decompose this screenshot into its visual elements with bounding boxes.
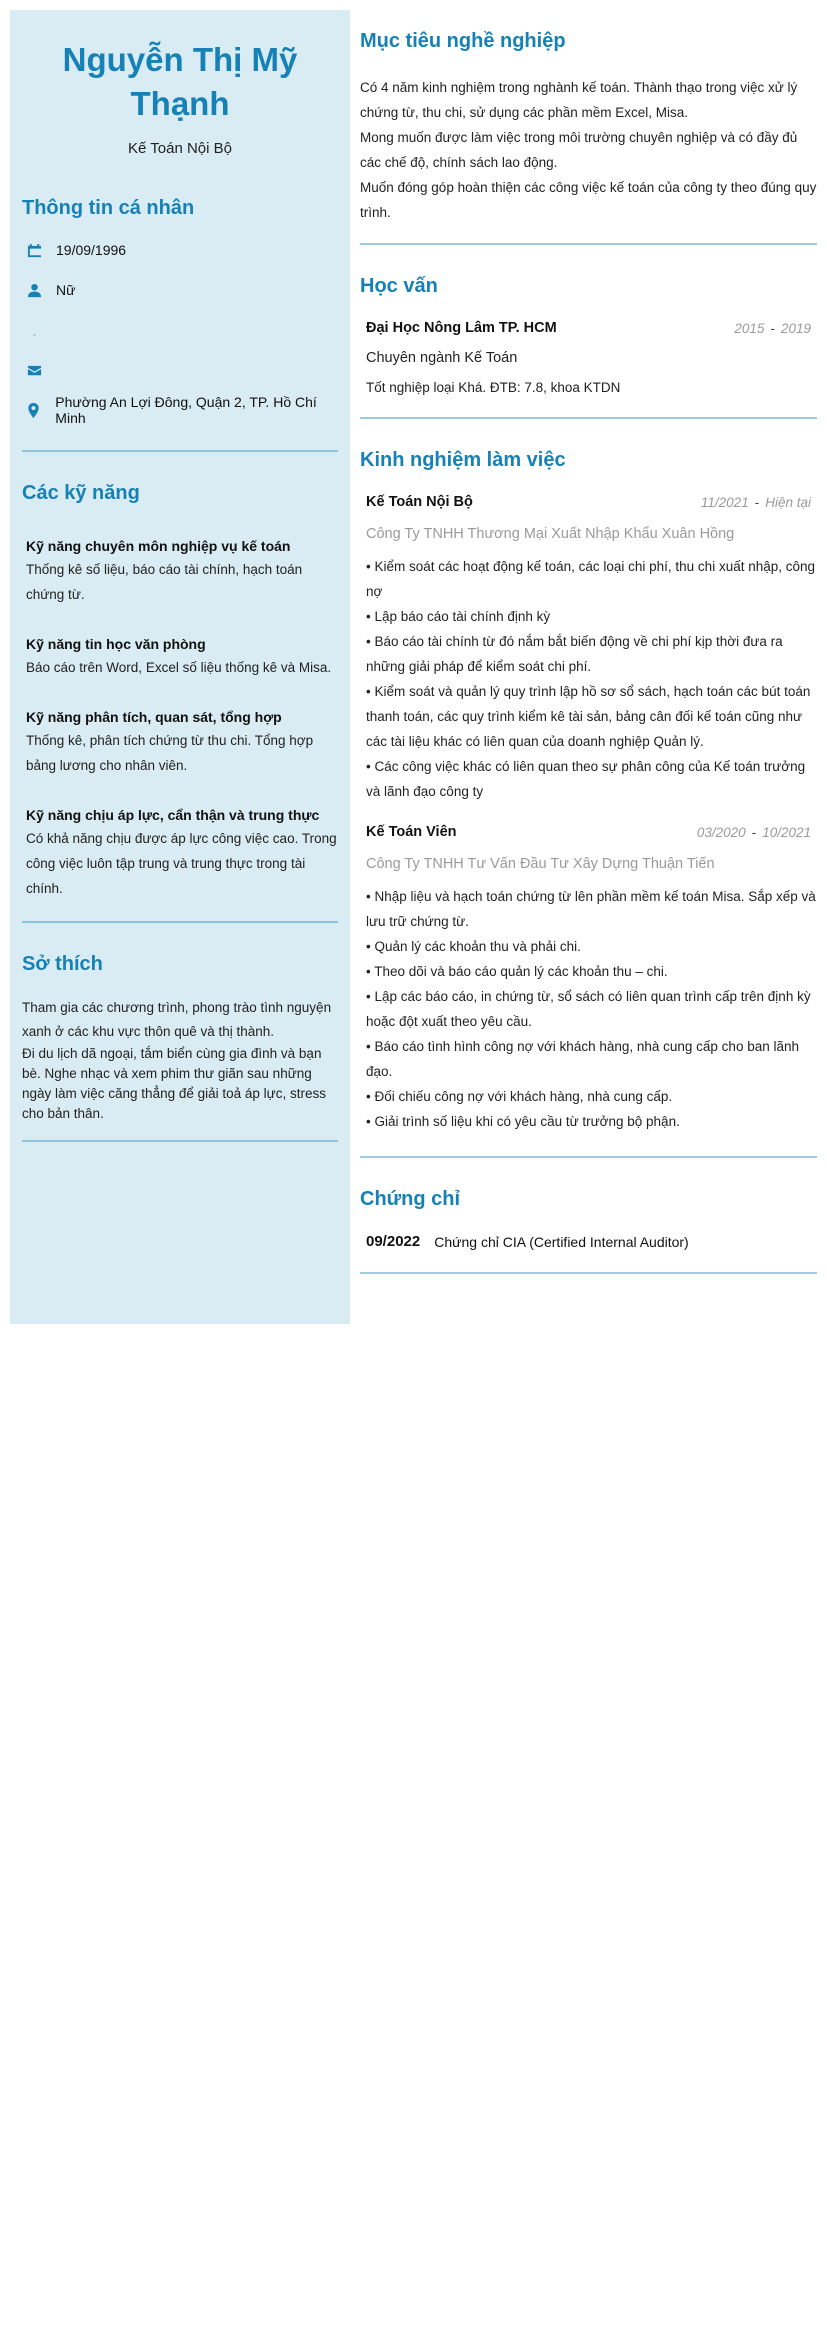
skill-name: Kỹ năng tin học văn phòng [26, 636, 206, 652]
objective-line: Có 4 năm kinh nghiệm trong nghành kế toán. Thành thạo trong việc xử lý chứng từ, thu chi, sử dụng các phần mềm Excel, Misa. [360, 80, 798, 120]
birthday-row [22, 230, 338, 270]
job-dates: 03/2020 - 10/2021 [696, 824, 811, 840]
objective-line: Mong muốn được làm việc trong môi trường chuyên nghiệp và có đầy đủ các chế độ, chính sách lao động. [360, 130, 798, 170]
skills-list [22, 535, 338, 901]
map-marker-icon [26, 402, 41, 418]
school-name: Đại Học Nông Lâm TP. HCM [366, 320, 557, 336]
objective-text [360, 75, 817, 225]
divider [360, 417, 817, 419]
education-end: 2019 [780, 320, 811, 336]
job-role: Kế Toán Viên [366, 824, 457, 840]
skill-desc: Có khả năng chịu được áp lực công việc cao. Trong công việc luôn tập trung và trung thực trong tài chính. [26, 831, 337, 896]
skill-desc: Thống kê, phân tích chứng từ thu chi. Tổng hợp bảng lương cho nhân viên. [26, 733, 314, 773]
user-icon [26, 282, 42, 298]
calendar-icon [26, 242, 42, 258]
skill-desc: Thống kê số liệu, báo cáo tài chính, hạch toán chứng từ. [26, 562, 303, 602]
certificate-name: Chứng chỉ CIA (Certified Internal Auditor) [434, 1233, 689, 1250]
company-name: Công Ty TNHH Thương Mại Xuất Nhập Khẩu Xuân Hồng [366, 526, 735, 542]
duty-item: • Lập báo cáo tài chính định kỳ [366, 604, 817, 629]
email-row [22, 350, 338, 390]
skill-desc: Báo cáo trên Word, Excel số liệu thống kê và Misa. [26, 660, 332, 675]
divider [360, 1272, 817, 1274]
divider [22, 450, 338, 452]
envelope-icon [26, 362, 42, 378]
duty-item: • Kiểm soát và quản lý quy trình lập hồ sơ sổ sách, hạch toán các bút toán thanh toán, các quy trình kiểm kê tài sản, bảng cân đối kế toán cũng như các tài liệu khác có liên quan của doanh nghiệp Quản lý. [366, 679, 817, 754]
skill-item [22, 706, 338, 778]
objective-line: Muốn đóng góp hoàn thiện các công việc kế toán của công ty theo đúng quy trình. [360, 180, 817, 220]
company-name: Công Ty TNHH Tư Vấn Đầu Tư Xây Dựng Thuận Tiến [366, 856, 715, 872]
certificate-item [360, 1233, 817, 1250]
sidebar [10, 10, 350, 1324]
personal-info-title: Thông tin cá nhân [22, 197, 195, 219]
job-entry [360, 824, 817, 1134]
duties-list [360, 554, 817, 804]
education-major: Chuyên ngành Kế Toán [366, 350, 518, 366]
skills-title: Các kỹ năng [22, 482, 140, 504]
job-end: 10/2021 [762, 824, 811, 840]
experience-title: Kinh nghiệm làm việc [360, 449, 566, 471]
education-dates: 2015 - 2019 [734, 320, 811, 336]
birthday-value: 19/09/1996 [56, 242, 127, 258]
duty-item: • Các công việc khác có liên quan theo sự phân công của Kế toán trưởng và lãnh đạo công ty [366, 754, 817, 804]
duty-item: • Nhập liệu và hạch toán chứng từ lên phần mềm kế toán Misa. Sắp xếp và lưu trữ chứng từ. [366, 884, 817, 934]
duty-item: • Theo dõi và báo cáo quản lý các khoản thu – chi. [366, 959, 817, 984]
hobby-line: Tham gia các chương trình, phong trào tình nguyện xanh ở các khu vực thôn quê và thị thành. [22, 1000, 332, 1039]
certificates-title: Chứng chỉ [360, 1188, 461, 1210]
skill-item [22, 804, 338, 901]
divider [360, 243, 817, 245]
duty-item: • Báo cáo tài chính từ đó nắm bắt biến động về chi phí kịp thời đưa ra những giải pháp để kiểm soát chi phí. [366, 629, 817, 679]
divider [360, 1156, 817, 1158]
address-row [22, 390, 338, 430]
skill-item [22, 535, 338, 607]
personal-info-list [22, 230, 338, 430]
job-header [360, 824, 817, 840]
education-result: Tốt nghiệp loại Khá. ĐTB: 7.8, khoa KTDN [366, 380, 621, 395]
divider [22, 1140, 338, 1142]
duties-list [360, 884, 817, 1134]
skill-item [22, 633, 338, 680]
education-title: Học vấn [360, 275, 438, 297]
hobby-line: Đi du lịch dã ngoại, tắm biển cùng gia đình và bạn bè. Nghe nhạc và xem phim thư giãn sau những ngày làm việc căng thẳng để giải toả áp lực, stress cho bản thân. [22, 1046, 326, 1121]
certificate-date: 09/2022 [366, 1233, 421, 1250]
job-start: 03/2020 [696, 824, 746, 840]
job-end: Hiện tại [765, 494, 811, 510]
hobbies-title: Sở thích [22, 953, 103, 975]
duty-item: • Giải trình số liệu khi có yêu cầu từ trưởng bộ phận. [366, 1109, 817, 1134]
divider [22, 921, 338, 923]
address-value: Phường An Lợi Đông, Quận 2, TP. Hồ Chí Minh [55, 394, 317, 426]
job-title: Kế Toán Nội Bộ [128, 140, 232, 157]
job-role: Kế Toán Nội Bộ [366, 494, 473, 510]
job-entry [360, 494, 817, 804]
duty-item: • Quản lý các khoản thu và phải chi. [366, 934, 817, 959]
duty-item: • Lập các báo cáo, in chứng từ, sổ sách có liên quan trình cấp trên định kỳ hoặc đột xuất theo yêu cầu. [366, 984, 817, 1034]
candidate-name: Nguyễn Thị Mỹ Thạnh [62, 41, 298, 122]
phone-icon [26, 322, 42, 338]
main-content [360, 10, 817, 1274]
hobbies-block [22, 996, 338, 1124]
job-start: 11/2021 [700, 494, 749, 510]
phone-row [22, 310, 338, 350]
gender-value: Nữ [56, 282, 76, 298]
gender-row [22, 270, 338, 310]
skill-name: Kỹ năng phân tích, quan sát, tổng hợp [26, 709, 282, 725]
duty-item: • Kiểm soát các hoạt động kế toán, các loại chi phí, thu chi xuất nhập, công nợ [366, 554, 817, 604]
education-start: 2015 [734, 320, 765, 336]
objective-title: Mục tiêu nghề nghiệp [360, 30, 566, 52]
skill-name: Kỹ năng chuyên môn nghiệp vụ kế toán [26, 538, 291, 554]
job-dates: 11/2021 - Hiện tại [700, 494, 811, 510]
job-header [360, 494, 817, 510]
duty-item: • Báo cáo tình hình công nợ với khách hàng, nhà cung cấp cho ban lãnh đạo. [366, 1034, 817, 1084]
skill-name: Kỹ năng chịu áp lực, cẩn thận và trung thực [26, 807, 320, 823]
duty-item: • Đối chiếu công nợ với khách hàng, nhà cung cấp. [366, 1084, 817, 1109]
education-header [360, 320, 817, 336]
